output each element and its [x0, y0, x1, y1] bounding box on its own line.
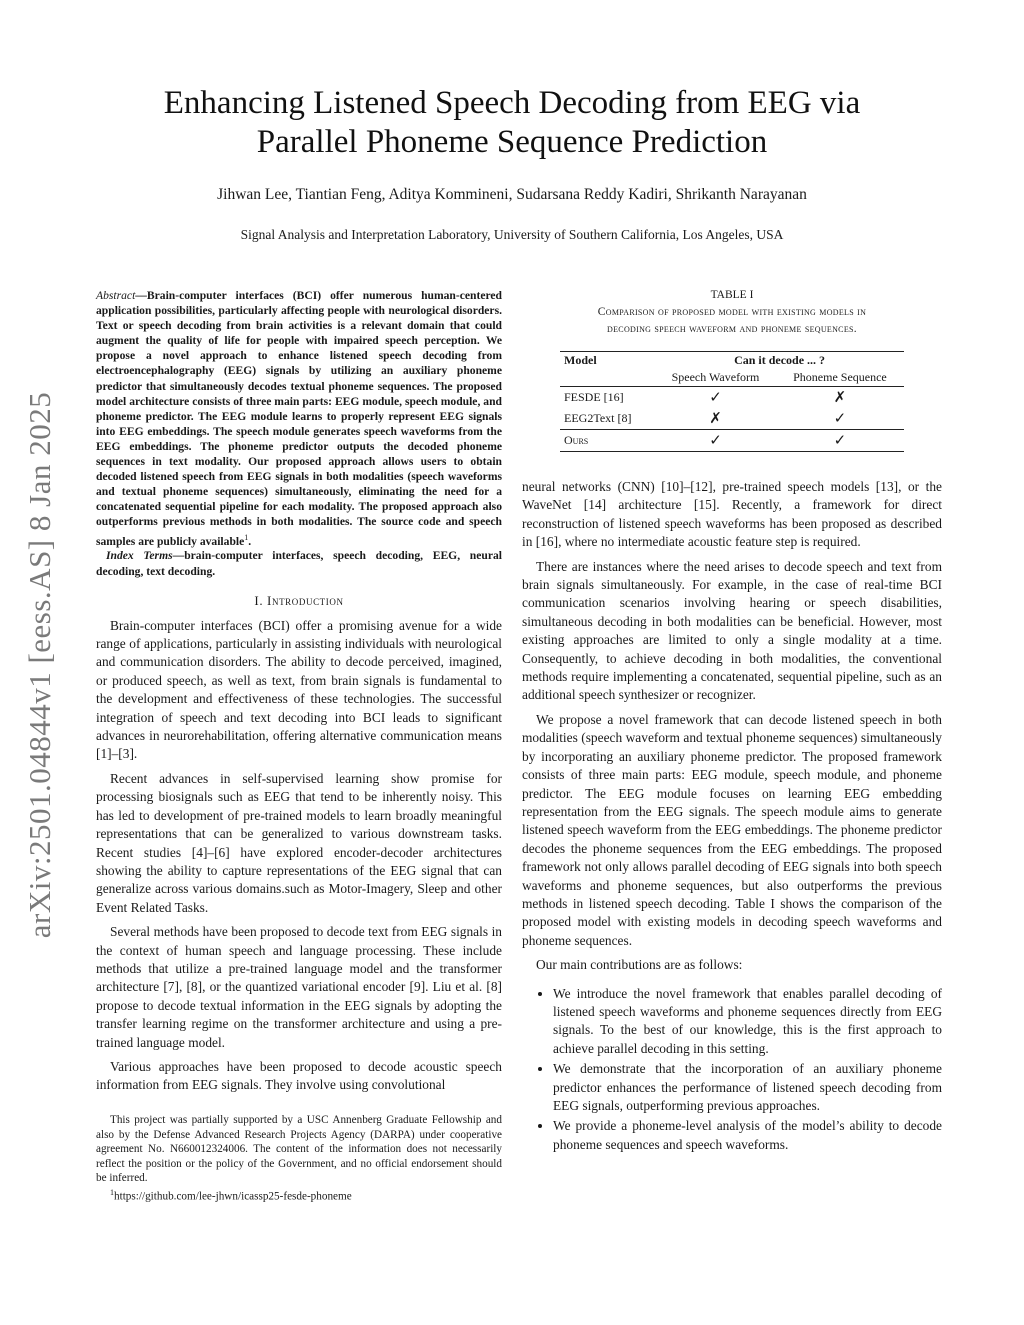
right-paragraph-1: neural networks (CNN) [10]–[12], pre-trained speech models [13], or the WaveNet [14] architecture [15]. Recently, a framework for direct reconstruction of listened speech waveforms has been proposed as described in [16], where no intermediate acoustic feature step is required.: [522, 479, 942, 550]
list-item: • We demonstrate that the incorporation of an auxiliary phoneme predictor enhances the performance of listened speech decoding from EEG signals, outperforming previous approaches.: [553, 1060, 942, 1115]
right-paragraph-4: Our main contributions are as follows:: [536, 957, 743, 973]
right-paragraph-3: We propose a novel framework that can decode listened speech in both modalities (speech waveform and textual phoneme sequences) simultaneously by incorporating an auxiliary phoneme predictor. The proposed framework consists of three main parts: EEG module, speech module, and phoneme predictor. The EEG module focuses on learning EEG embedding representation from the EEG signals. The speech module aims to generate listened speech waveform from the EEG embeddings. The phoneme predictor decodes the phoneme sequences from the EEG embeddings. The proposed framework not only allows parallel decoding of EEG signals into both speech waveforms and phoneme sequences, but also outperforms the previous methods in listened speech decoding. Table I shows the comparison of the proposed model with existing models in decoding speech waveforms and phoneme sequences.: [522, 711, 942, 948]
row-phoneme-mark: ✓: [833, 433, 847, 449]
header-model: Model: [564, 353, 597, 367]
comparison-table: [560, 351, 904, 452]
row-model: Ours: [564, 433, 589, 447]
footnote-url-link[interactable]: https://github.com/lee-jhwn/icassp25-fesde-phoneme: [114, 1190, 352, 1203]
header-phoneme-sequence: Phoneme Sequence: [793, 370, 887, 384]
list-item: • We provide a phoneme-level analysis of the model’s ability to decode phoneme sequences and speech waveforms.: [553, 1117, 942, 1154]
table-caption-line-2: decoding speech waveform and phoneme sequences.: [607, 323, 857, 335]
row-phoneme-mark: ✗: [833, 390, 847, 406]
title-line-1: Enhancing Listened Speech Decoding from EEG via: [163, 85, 861, 121]
arxiv-identifier: arXiv:2501.04844v1 [eess.AS] 8 Jan 2025: [22, 391, 57, 939]
right-paragraph-2: There are instances where the need arises to decode speech and text from brain signals simultaneously. For example, in the case of real-time BCI communication scenarios involving hearing or speech disabilities, simultaneous decoding in both modalities can be beneficial. However, most existing approaches are limited to only a single modality at a time. Consequently, to achieve decoding in both modalities, the conventional methods require implementing a concatenated, sequential pipeline, such as an additional speech synthesizer or recognizer.: [522, 558, 942, 703]
title-line-2: Parallel Phoneme Sequence Prediction: [256, 124, 768, 160]
table-label: TABLE I: [710, 289, 754, 301]
list-item: • We introduce the novel framework that enables parallel decoding of listened speech waveforms and phoneme sequences directly from EEG signals. To the best of our knowledge, this is the first approach to achieve parallel decoding in this setting.: [553, 985, 942, 1059]
table-row: [560, 387, 904, 409]
row-speech-mark: ✓: [709, 390, 722, 406]
row-model: FESDE [16]: [564, 390, 624, 404]
footnotes: [96, 1113, 502, 1204]
intro-paragraph-4: Various approaches have been proposed to decode acoustic speech information from EEG signals. They involve using convolutional: [96, 1058, 502, 1093]
intro-paragraph-3: Several methods have been proposed to decode text from EEG signals in the context of human speech and language processing. These include methods that utilize a pre-trained language model and the transformer architecture [7], [8], or the quantized variational encoder [9]. Liu et al. [8] propose to decode textual information in the EEG signals by adopting the transfer learning regime on the transformer architecture and using a pre-trained language model.: [96, 924, 502, 1050]
table-row: [560, 408, 904, 430]
row-speech-mark: ✓: [709, 433, 722, 449]
intro-paragraph-1: Brain-computer interfaces (BCI) offer a promising avenue for a wide range of applications, particularly in assisting individuals with neurological and communication disorders. The ability to decode perceived, imagined, or produced speech, as well as text, from brain signals is fundamental to the development and effectiveness of these technologies. The successful integration of speech and text decoding into BCI leads to significant advances in neurorehabilitation, offering alternative communication means [1]–[3].: [96, 617, 502, 762]
affiliation: Signal Analysis and Interpretation Laboratory, University of Southern California, Los Angeles, USA: [240, 227, 784, 242]
table-caption-line-1: Comparison of proposed model with existing models in: [597, 306, 867, 318]
footnote-url: [96, 1186, 502, 1204]
row-phoneme-mark: ✓: [833, 411, 847, 427]
contributions-list: [522, 985, 942, 1155]
header-can-it-decode: Can it decode ... ?: [734, 353, 826, 367]
index-terms: [96, 548, 502, 578]
abstract-text: —Brain-computer interfaces (BCI) offer numerous human-centered application possibilities, particularly affecting people with neurological disorders. Text or speech decoding from brain activities is a relevant domain that could augment the quality of life for people with impaired speech perception. We propose a novel approach to enhance listened speech decoding from electroencephalography (EEG) signals by utilizing an auxiliary phoneme predictor that simultaneously decodes textual phoneme sequences. The proposed model architecture consists of three main parts: EEG module, speech module, and phoneme predictor. The EEG module learns to properly represent EEG signals into EEG embeddings. The speech module generates speech waveforms from the EEG embeddings. The phoneme predictor outputs the decoded phoneme sequences in text modality. Our proposed approach allows users to obtain decoded listened speech from EEG signals in both modalities (speech waveforms and textual phoneme sequences) simultaneously, eliminating the need for a concatenated sequential pipeline for each modality. The proposed approach also outperforms previous methods in both modalities. The source code and speech samples are publicly available: [96, 289, 502, 548]
right-column: [522, 288, 942, 1156]
right-text: [522, 478, 942, 1154]
left-column: [96, 288, 502, 1101]
intro-paragraph-2: Recent advances in self-supervised learning show promise for processing biosignals such as EEG that tend to be inherently noisy. This has led to development of pre-trained models to learn broadly meaningful representations that can be generalized to various downstream tasks. Recent studies [4]–[6] have explored encoder-decoder architectures showing the ability to capture representations of the EEG signal that can generalize across various domains.such as Motor-Imagery, Sleep and other Event Related Tasks.: [96, 770, 502, 915]
abstract: [96, 288, 502, 548]
footnote-url-mark: 1: [110, 1187, 114, 1197]
comparison-table-block: [522, 288, 942, 452]
index-terms-text: —brain-computer interfaces, speech decoding, EEG, neural decoding, text decoding.: [96, 549, 502, 578]
paper-title: [110, 84, 914, 162]
index-terms-label: Index Terms: [106, 549, 173, 563]
row-model: EEG2Text [8]: [564, 411, 632, 425]
row-speech-mark: ✗: [709, 411, 722, 427]
author-list: Jihwan Lee, Tiantian Feng, Aditya Kommineni, Sudarsana Reddy Kadiri, Shrikanth Narayanan: [217, 186, 807, 203]
table-subheader-row: [560, 369, 904, 387]
abstract-end: .: [248, 534, 252, 548]
footnote-funding: This project was partially supported by a USC Annenberg Graduate Fellowship and also by the Defense Advanced Research Projects Agency (DARPA) under cooperative agreement No. N660012324006. The content of the information does not necessarily reflect the position or the policy of the Government, and no official endorsement should be inferred.: [96, 1114, 502, 1185]
table-header-row: [560, 352, 904, 370]
header-speech-waveform: Speech Waveform: [671, 370, 760, 384]
section-heading-introduction: I. Introduction: [254, 592, 344, 608]
table-row-ours: [560, 430, 904, 452]
abstract-label: Abstract: [96, 289, 136, 302]
abstract-footnote-mark: 1: [244, 532, 249, 542]
